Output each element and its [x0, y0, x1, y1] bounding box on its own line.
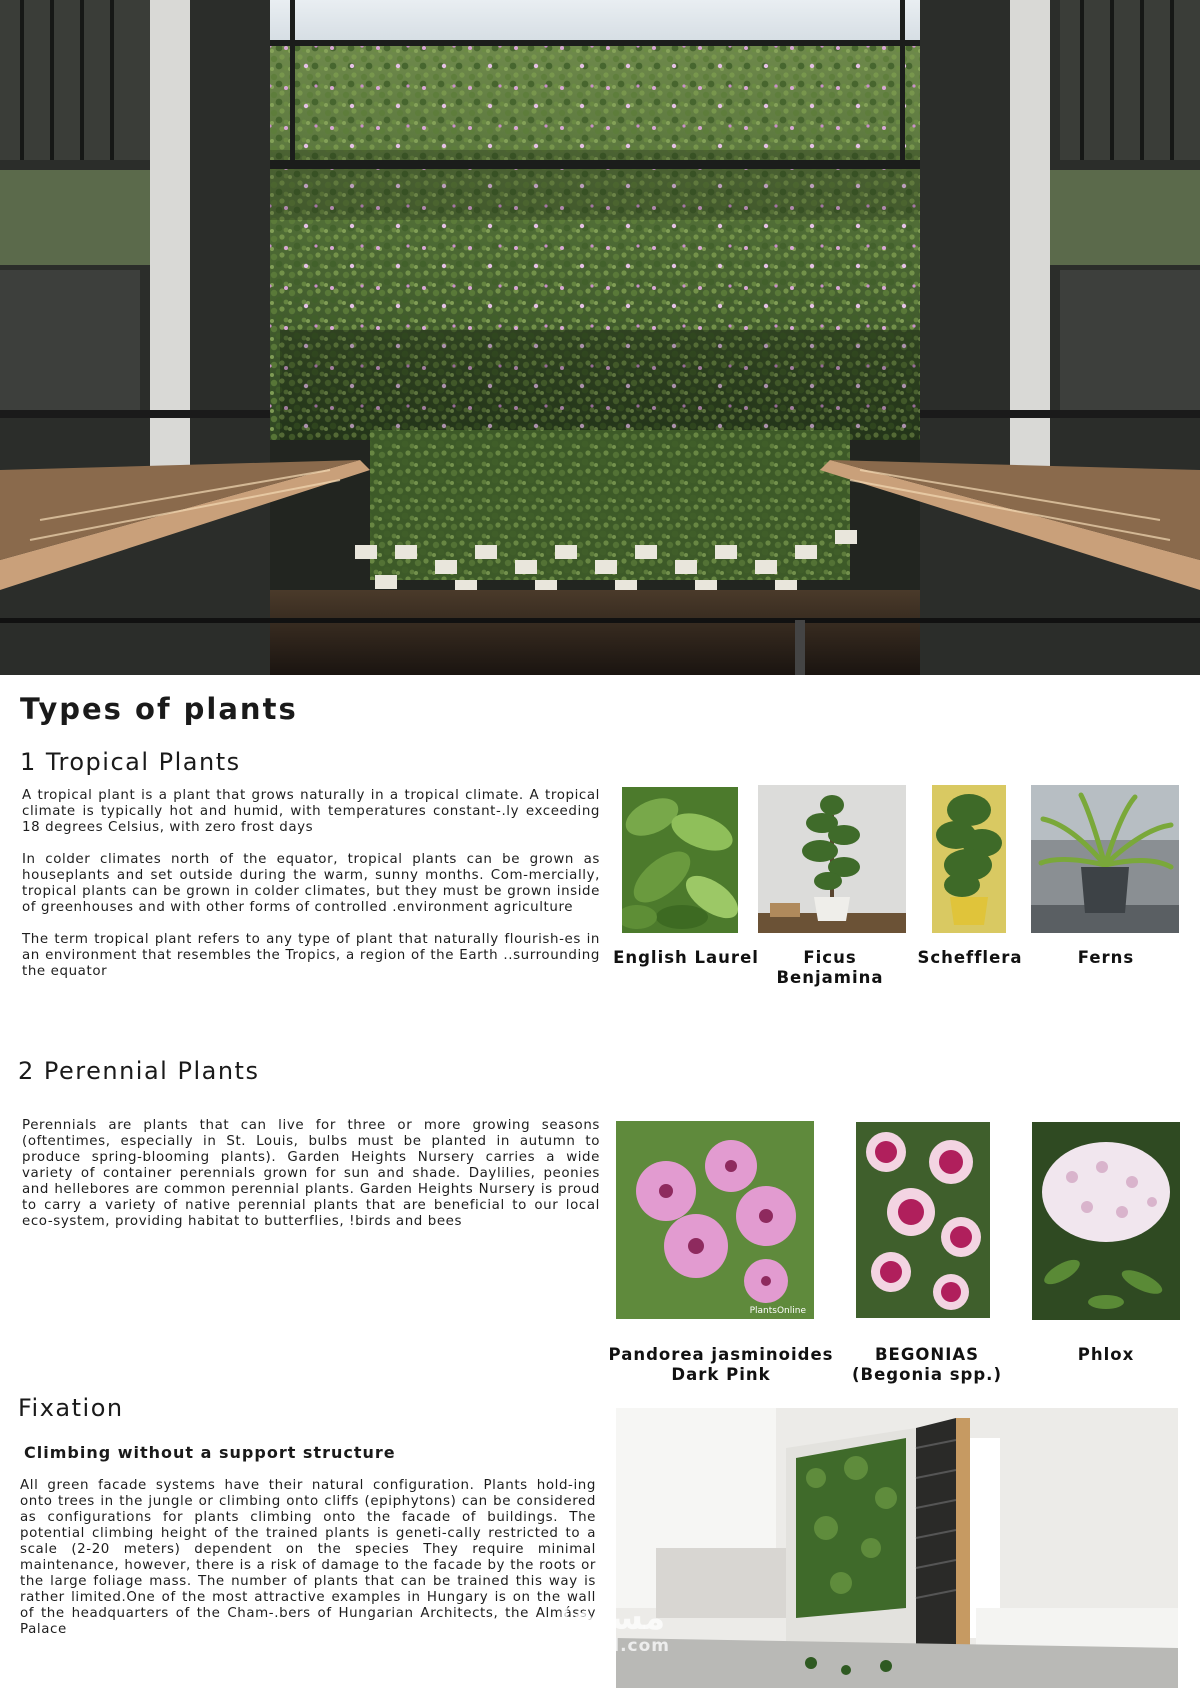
- phlox-photo: [1032, 1122, 1180, 1320]
- fixation-subtitle: Climbing without a support structure: [24, 1443, 396, 1462]
- section-title-perennial: 2 Perennial Plants: [18, 1057, 260, 1085]
- plant-label-english-laurel: English Laurel: [613, 948, 759, 967]
- english-laurel-photo: [622, 787, 738, 933]
- watermark-logo: [528, 1600, 678, 1656]
- plant-label-ferns: Ferns: [1077, 948, 1135, 967]
- plant-label-begonias: BEGONIAS (Begonia spp.): [852, 1345, 1002, 1384]
- watermark-arabic-text: مستقل: [540, 1598, 666, 1638]
- perennial-paragraph: Perennials are plants that can live for three or more growing seasons (oftentimes, especially in St. Louis, bulbs must be planted in autumn to produce spring-blooming plants). Garden Heights Nursery carries a wide variety of container perennials grown for sun and shade. Daylilies, peonies and hellebores are common perennial plants. Garden Heights Nursery is proud to carry a variety of native perennial plants that are beneficial to our local eco-system, providing habitat to butterflies, !birds and bees: [22, 1118, 600, 1229]
- plant-label-ficus-benjamina: Ficus Benjamina: [776, 948, 884, 987]
- perennial-text: [22, 1118, 600, 1230]
- watermark-latin-text: mostaql.com: [535, 1636, 671, 1656]
- pandorea-jasminoides-photo: [616, 1121, 814, 1319]
- tropical-paragraph-2: In colder climates north of the equator, tropical plants can be grown as houseplants and set outside during the warm, sunny months. Com-mercially, tropical plants can be grown in colder climates, but they must be grown inside of greenhouses and with other forms of controlled .environment agriculture: [22, 852, 600, 915]
- tropical-paragraph-1: A tropical plant is a plant that grows naturally in a tropical climate. A tropical climate is typically hot and humid, with temperatures constant-.ly exceeding 18 degrees Celsius, with zero frost days: [22, 788, 600, 835]
- plant-label-pandorea: Pandorea jasminoides Dark Pink: [608, 1345, 834, 1384]
- green-wall-atrium-render: [0, 0, 1200, 675]
- fixation-text: [20, 1478, 596, 1638]
- green-facade-render: [616, 1408, 1178, 1688]
- photo-credit: PlantsOnline: [749, 1306, 806, 1316]
- schefflera-photo: [932, 785, 1006, 933]
- plant-label-phlox: Phlox: [1077, 1345, 1135, 1364]
- fixation-paragraph: All green facade systems have their natural configuration. Plants hold-ing onto trees in the jungle or climbing onto cliffs (epiphytons) can be considered as configurations for plants climbing onto the facade of buildings. The potential climbing height of the trained plants is geneti-cally restricted to a scale (2-20 meters) dependent on the species They require minimal maintenance, however, there is a risk of damage to the facade by the roots or the large foliage mass. The number of plants that can be trained this way is rather limited.One of the most attractive examples in Hungary is on the wall of the headquarters of the Cham-.bers of Hungarian Architects, the Almássy Palace: [20, 1478, 596, 1637]
- hero-render-image: [0, 0, 1200, 675]
- page-title: Types of plants: [20, 692, 298, 726]
- begonias-photo: [856, 1122, 990, 1318]
- plant-label-schefflera: Schefflera: [917, 948, 1023, 967]
- tropical-paragraph-3: The term tropical plant refers to any type of plant that naturally flourish-es in an environment that resembles the Tropics, a region of the Earth ..surrounding the equator: [22, 932, 600, 979]
- section-title-fixation: Fixation: [18, 1394, 124, 1422]
- tropical-text: [22, 788, 600, 980]
- section-title-tropical: 1 Tropical Plants: [20, 748, 241, 776]
- ficus-benjamina-photo: [758, 785, 906, 933]
- ferns-photo: [1031, 785, 1179, 933]
